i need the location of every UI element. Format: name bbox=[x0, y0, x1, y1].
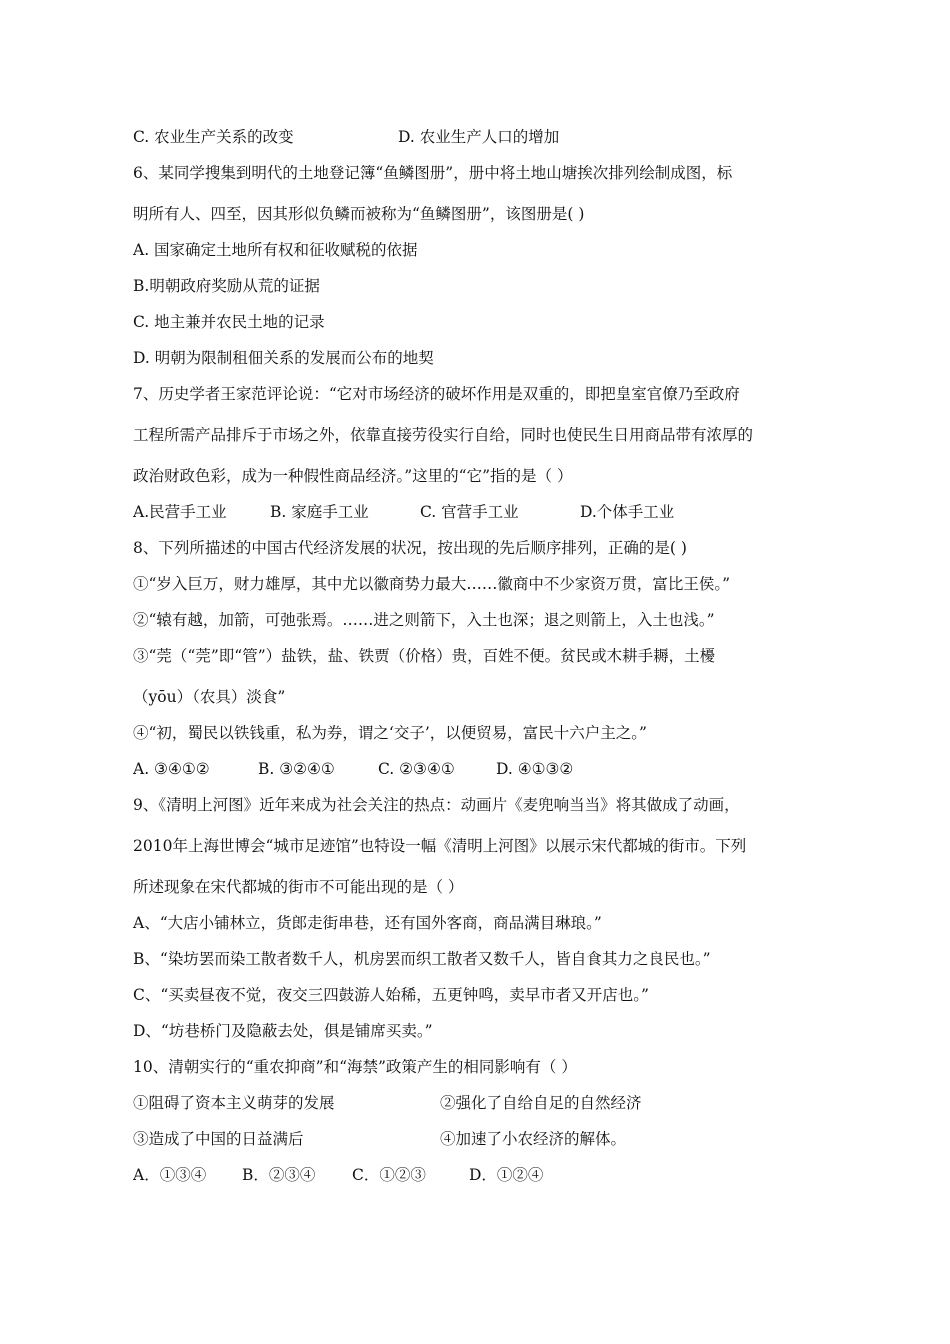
q6-option-d: D. 明朝为限制租佃关系的发展而公布的地契 bbox=[133, 349, 434, 367]
q9-stem-line2: 2010年上海世博会“城市足迹馆”也特设一幅《清明上河图》以展示宋代都城的街市。下列 bbox=[133, 837, 747, 855]
q9-option-d: D、“坊巷桥门及隐蔽去处，俱是铺席买卖。” bbox=[133, 1022, 433, 1040]
q9-option-b: B、“染坊罢而染工散者数千人，机房罢而织工散者又数千人，皆自食其力之良民也。” bbox=[133, 950, 711, 968]
q8-option-c: C. ②③④① bbox=[378, 760, 455, 778]
q10-option-d: D．①②④ bbox=[469, 1166, 544, 1184]
q10-item-1: ①阻碍了资本主义萌芽的发展 bbox=[133, 1094, 335, 1112]
q9-stem-line1: 9、《清明上河图》近年来成为社会关注的热点：动画片《麦兜响当当》将其做成了动画， bbox=[133, 796, 740, 814]
q8-item-3-line1: ③“莞（“莞”即“管”）盐铁，盐、铁贾（价格）贵，百姓不便。贫民或木耕手耨，土櫌 bbox=[133, 647, 716, 665]
q8-item-2: ②“辕有越，加箭，可弛张焉。……进之则箭下，入土也深；退之则箭上，入土也浅。” bbox=[133, 611, 715, 629]
q7-stem-line2: 工程所需产品排斥于市场之外，依靠直接劳役实行自给，同时也使民生日用商品带有浓厚的 bbox=[133, 426, 754, 444]
q8-stem: 8、下列所描述的中国古代经济发展的状况，按出现的先后顺序排列，正确的是( ) bbox=[133, 539, 687, 557]
q6-stem-line1: 6、某同学搜集到明代的土地登记簿“鱼鳞图册”，册中将土地山塘挨次排列绘制成图，标 bbox=[133, 164, 733, 182]
q9-stem-line3: 所述现象在宋代都城的街市不可能出现的是（ ） bbox=[133, 878, 464, 896]
q8-option-d: D. ④①③② bbox=[496, 760, 574, 778]
q6-stem-line2: 明所有人、四至，因其形似负鳞而被称为“鱼鳞图册”，该图册是( ) bbox=[133, 205, 585, 223]
q10-item-2: ②强化了自给自足的自然经济 bbox=[440, 1094, 642, 1112]
q7-option-a: A.民营手工业 bbox=[133, 503, 227, 521]
q7-stem-line3: 政治财政色彩，成为一种假性商品经济。”这里的“它”指的是（ ） bbox=[133, 467, 573, 485]
q10-option-b: B．②③④ bbox=[242, 1166, 316, 1184]
q8-options-row bbox=[133, 759, 573, 779]
q5-option-d: D. 农业生产人口的增加 bbox=[398, 128, 560, 146]
q9-option-a: A、“大店小铺林立，货郎走街串巷，还有国外客商，商品满目琳琅。” bbox=[133, 914, 602, 932]
q10-item-4: ④加速了小农经济的解体。 bbox=[440, 1130, 627, 1148]
q7-option-b: B. 家庭手工业 bbox=[270, 503, 369, 521]
q9-option-c: C、“买卖昼夜不觉，夜交三四鼓游人始稀，五更钟鸣，卖早市者又开店也。” bbox=[133, 986, 649, 1004]
q10-items-row1 bbox=[133, 1093, 642, 1113]
q5-options-row bbox=[133, 127, 559, 147]
q8-item-1: ①“岁入巨万，财力雄厚，其中尤以徽商势力最大……徽商中不少家资万贯，富比王侯。” bbox=[133, 575, 731, 593]
q8-option-a: A. ③④①② bbox=[133, 760, 210, 778]
q6-option-b: B.明朝政府奖励从荒的证据 bbox=[133, 277, 320, 295]
q10-option-c: C．①②③ bbox=[352, 1166, 426, 1184]
q7-stem-line1: 7、历史学者王家范评论说：“它对市场经济的破坏作用是双重的，即把皇室官僚乃至政府 bbox=[133, 385, 740, 403]
q5-option-c: C. 农业生产关系的改变 bbox=[133, 128, 294, 146]
q10-stem: 10、清朝实行的“重农抑商”和“海禁”政策产生的相同影响有（ ） bbox=[133, 1058, 577, 1076]
q6-option-c: C. 地主兼并农民土地的记录 bbox=[133, 313, 325, 331]
q10-items-row2 bbox=[133, 1129, 626, 1149]
q7-option-c: C. 官营手工业 bbox=[420, 503, 519, 521]
q7-option-d: D.个体手工业 bbox=[580, 503, 675, 521]
q8-item-4: ④“初，蜀民以铁钱重，私为券，谓之‘交子’，以便贸易，富民十六户主之。” bbox=[133, 724, 647, 742]
q6-option-a: A. 国家确定土地所有权和征收赋税的依据 bbox=[133, 241, 418, 259]
q10-options-row bbox=[133, 1165, 543, 1185]
q10-option-a: A．①③④ bbox=[133, 1166, 207, 1184]
q8-option-b: B. ③②④① bbox=[258, 760, 335, 778]
q8-item-3-line2: （yōu）（农具）淡食” bbox=[133, 688, 286, 706]
q7-options-row bbox=[133, 502, 674, 522]
q10-item-3: ③造成了中国的日益满后 bbox=[133, 1130, 304, 1148]
